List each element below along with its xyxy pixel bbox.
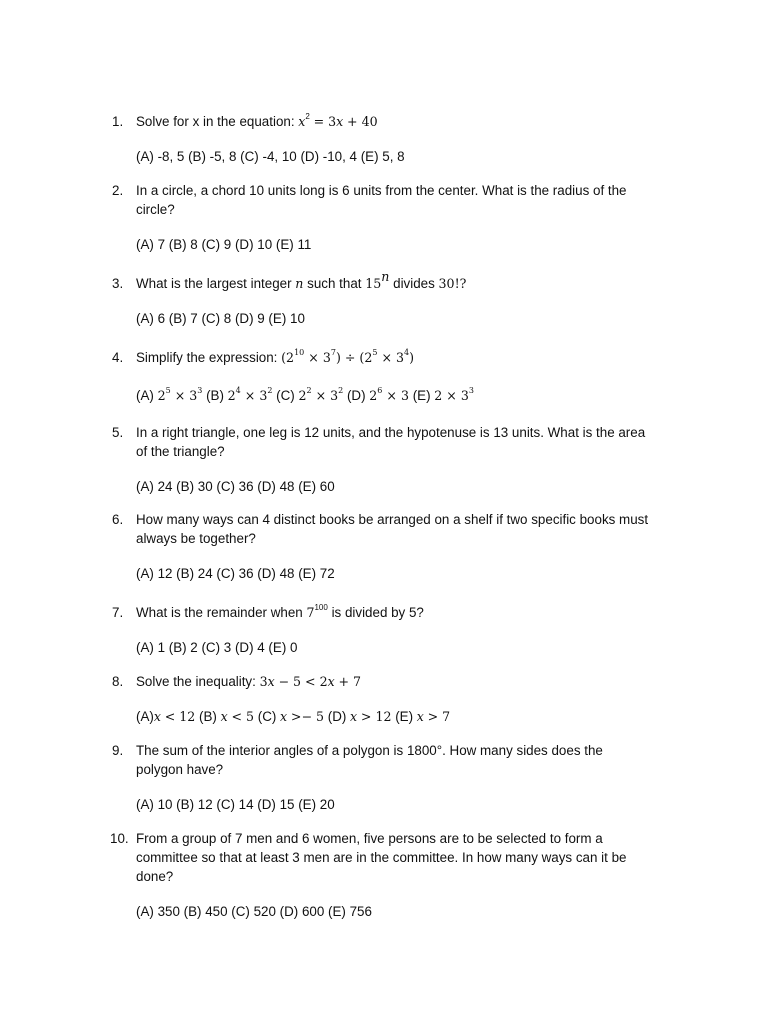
question-number: 3. — [112, 276, 124, 291]
question-number: 10. — [110, 831, 129, 846]
question-number: 1. — [112, 114, 124, 129]
question-number: 7. — [112, 605, 124, 620]
question-3 — [112, 268, 652, 328]
question-5 — [112, 423, 652, 496]
question-stem: In a right triangle, one leg is 12 units, and the hypotenuse is 13 units. What is the area of the triangle? — [136, 425, 646, 459]
answer-options: (A) 12 (B) 24 (C) 36 (D) 48 (E) 72 — [136, 566, 335, 581]
question-number: 9. — [112, 743, 124, 758]
answer-options: (A) 350 (B) 450 (C) 520 (D) 600 (E) 756 — [136, 904, 372, 919]
answer-options: (A)x < 12 (B) x < 5 (C) x >− 5 (D) x > 12 (E) x > 7 — [136, 709, 451, 724]
question-stem: The sum of the interior angles of a polygon is 1800°. How many sides does the polygon have? — [136, 743, 603, 777]
question-number: 8. — [112, 674, 124, 689]
question-7 — [112, 603, 652, 657]
answer-options: (A) 6 (B) 7 (C) 8 (D) 9 (E) 10 — [136, 311, 305, 326]
question-6 — [112, 510, 652, 583]
question-8 — [112, 672, 652, 726]
question-stem: From a group of 7 men and 6 women, five persons are to be selected to form a committee so that at least 3 men are in the committee. In how many ways can it be done? — [136, 831, 627, 884]
question-stem: Solve for x in the equation: $x^2 = 3x + 40$ — [136, 111, 378, 129]
question-stem: What is the largest integer n such that 15$^n$ divides 30!? — [136, 268, 467, 291]
question-10 — [112, 829, 652, 921]
question-1 — [112, 112, 652, 166]
answer-options: (A) 1 (B) 2 (C) 3 (D) 4 (E) 0 — [136, 640, 298, 655]
question-stem: Solve the inequality: 3x − 5 < 2x + 7 — [136, 674, 362, 689]
question-2 — [112, 181, 652, 254]
question-stem: How many ways can 4 distinct books be arranged on a shelf if two specific books must always be together? — [136, 512, 649, 546]
question-number: 6. — [112, 512, 124, 527]
answer-options: (A) 10 (B) 12 (C) 14 (D) 15 (E) 20 — [136, 797, 335, 812]
question-stem: In a circle, a chord 10 units long is 6 units from the center. What is the radius of the circle? — [136, 183, 627, 217]
answer-options: (A) 24 (B) 30 (C) 36 (D) 48 (E) 60 — [136, 479, 335, 494]
answer-options: (A) $2^5 \times 3^3$ (B) $2^4 \times 3^2$ (C) $2^2 \times 3^2$ (D) $2^6 \times 3$ (E) $2 \times 3^3$ — [136, 385, 474, 403]
question-number: 2. — [112, 183, 124, 198]
question-4 — [112, 348, 652, 405]
answer-options: (A) -8, 5 (B) -5, 8 (C) -4, 10 (D) -10, 4 (E) 5, 8 — [136, 149, 405, 164]
answer-options: (A) 7 (B) 8 (C) 9 (D) 10 (E) 11 — [136, 237, 312, 252]
question-stem: Simplify the expression: $(2^{10} \times 3^7) \div (2^5 \times 3^4)$ — [136, 347, 415, 365]
question-stem: What is the remainder when $7^{100}$ is divided by 5? — [136, 602, 424, 620]
question-number: 5. — [112, 425, 124, 440]
question-9 — [112, 741, 652, 814]
question-number: 4. — [112, 350, 124, 365]
